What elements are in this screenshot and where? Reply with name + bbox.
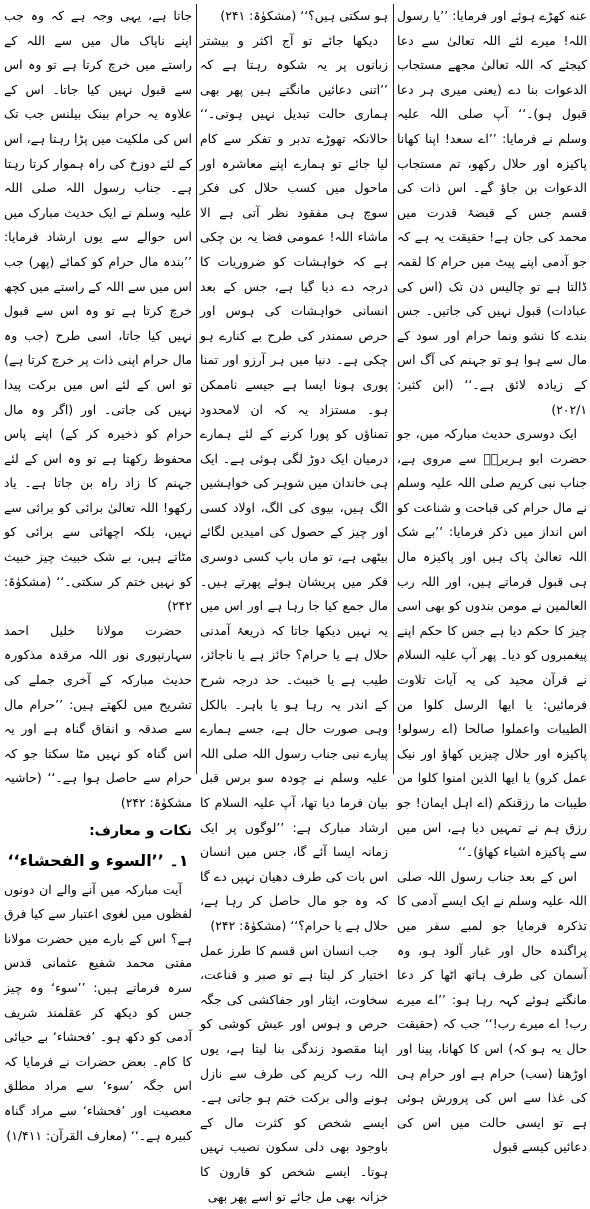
- paragraph: جب انسان اس قسم کا طرز عمل اختیار کر لیتا ہے تو صبر و قناعت، سخاوت، ایثار اور جفاکشی کی جگہ حرص و ہوس اور عیش کوشی کو اپنا مقصود زندگی بنا لیتا ہے، یوں اللہ رب کریم کی طرف سے نازل ہونے والی برکت ختم ہو جاتی ہے۔ ایسے شخص کو کثرت مال کے باوجود بھی دلی سکون نصیب نہیں ہوتا۔ ایسے شخص کو قارون کا خزانہ بھی مل جائے تو اسے پھر بھی: [200, 942, 388, 1204]
- paragraph: جاتا ہے، یہی وجہ ہے کہ وہ جب اپنے ناپاک مال میں سے اللہ کے راستے میں خرچ کرتا ہے تو وہ اس سے قبول نہیں کیا جاتا۔ اس کے علاوہ یہ حرام بینک بیلنس جب تک اس کی ملکیت میں پڑا رہتا ہے، اس کے لئے دوزخ کی راہ ہموار کرتا رہتا ہے۔ جناب رسول اللہ صلی اللہ علیہ وسلم نے ایک حدیث مبارک میں اس حوالے سے یوں ارشاد فرمایا: ’’بندہ مال حرام کو کمائے (پھر) جب اس میں سے اللہ کے راستے میں کچھ خرچ کرتا ہے تو وہ اس سے قبول نہیں کیا جاتا، اسی طرح (جب وہ مال حرام اپنی ذات پر خرچ کرتا ہے) تو اس کے لئے اس میں برکت پیدا نہیں کی جاتی۔ اور (اگر وہ مال حرام کو ذخیرہ کر کے) اپنے پاس محفوظ رکھتا ہے تو وہ اس کے لئے جہنم کا زاد راہ بن جاتا ہے۔ یاد رکھو! اللہ تعالیٰ برائی کو برائی سے نہیں، بلکہ اچھائی سے برائی کو مٹاتے ہیں، بے شک خبیث چیز خبیث کو نہیں ختم کر سکتی۔‘‘ (مشکوٰۃ: ۲۴۲): [4, 8, 192, 614]
- left-column: [4, 4, 192, 1143]
- right-column: [397, 4, 587, 1155]
- paragraph: دیکھا جائے تو آج اکثر و بیشتر زبانوں پر یہ شکوہ رہتا ہے کہ ’’اتنی دعائیں مانگتے ہیں پھر بھی ہماری حالت تبدیل نہیں ہوتی۔‘‘ حالانکہ تھوڑے تدبر و تفکر سے کام لیا جائے تو ہمارے اپنے معاشرہ اور ماحول میں کسب حلال کی فکر سوچ ہی مفقود نظر آتی ہے الا ماشاء اللہ! عمومی فضا یہ بن چکی ہے کہ خواہشات کو ضروریات کا درجہ دے دیا گیا ہے، جس کے بعد انسانی خواہشات کی ہوس اور حرص سمندر کی طرح بے کنارے ہو چکی ہے۔ دنیا میں ہر آرزو اور تمنا پوری ہونا ایسا ہے جیسے ناممکن ہو۔ مستزاد یہ کہ ان لامحدود تمناؤں کو پورا کرنے کے لئے ہمارے درمیان ایک دوڑ لگی ہوئی ہے۔ ایک ہی خاندان میں شوہر کی خواہشیں الگ ہیں، بیوی کی الگ، اولاد کسی اور چیز کے حصول کی امیدیں لگائے بیٹھی ہے، تو ماں باپ کسی دوسری فکر میں پریشان ہوئے پھرتے ہیں۔ مال جمع کیا جا رہا ہے اور اس میں یہ نہیں دیکھا جاتا کہ ذریعۂ آمدنی حلال ہے یا حرام؟ جائز ہے یا ناجائز، طیب ہے یا خبیث۔ حد درجہ شرح کے اندر یہ رہا ہو یا باہر۔ بالکل وہی صورت حال ہے، جسے ہمارے پیارے نبی جناب رسول اللہ صلی اللہ علیہ وسلم نے چودہ سو برس قبل بیان فرما دیا تھا، آپ علیہ السلام کا ارشاد مبارک ہے: ’’لوگوں پر ایک زمانہ ایسا آئے گا، جس میں انسان اس بات کی طرف دھیان نہیں دے گا کہ وہ جو مال حاصل کر رہا ہے، حلال ہے یا حرام؟‘‘ (مشکوٰۃ: ۲۴۲): [200, 32, 388, 933]
- column-divider: [393, 4, 394, 774]
- paragraph: عنه کھڑے ہوئے اور فرمایا: ’’یا رسول اللہ! میرے لئے اللہ تعالیٰ سے دعا کیجئے کہ اللہ تعالیٰ مجھے مستجاب الدعوات بنا دے (یعنی میری ہر دعا قبول ہو)۔‘‘ آپ صلی اللہ علیہ وسلم نے فرمایا: ’’اے سعد! اپنا کھانا پاکیزہ اور حلال رکھو، تم مستجاب الدعوات بن جاؤ گے۔ اس ذات کی قسم جس کے قبضۂ قدرت میں محمد کی جان ہے! حقیقت یہ ہے کہ جو آدمی اپنے پیٹ میں حرام کا لقمہ ڈالتا ہے تو چالیس دن تک (اس کی عبادات) قبول نہیں کی جاتیں۔ جس بندے کا نشو ونما حرام اور سود کے مال سے ہوا ہو تو جہنم کی آگ اس کے زیادہ لائق ہے۔‘‘ (ابن کثیر: ۲۰۲/۱): [397, 8, 587, 417]
- paragraph: ایک دوسری حدیث مبارکہ میں، جو حضرت ابو ہریرہؓ سے مروی ہے، جناب نبی کریم صلی اللہ علیہ وسلم نے مال حرام کی قباحت و شناعت کو اس انداز میں ذکر فرمایا: ’’بے شک اللہ تعالیٰ پاک ہیں اور پاکیزہ مال ہی قبول فرماتے ہیں، اور اللہ رب العالمین نے مومن بندوں کو بھی اسی چیز کا حکم دیا ہے جس کا حکم اپنے پیغمبروں کو دیا۔ پھر آپ علیہ السلام نے قرآن مجید کی یہ آیات تلاوت فرمائیں: یا ایھا الرسل کلوا من الطیبات واعملوا صالحا (اے رسولو! پاکیزہ اور حلال چیزیں کھاؤ اور نیک عمل کرو) یا ایھا الذین امنوا کلوا من طیبات ما رزقنکم (اے اہل ایمان! جو رزق ہم نے تمہیں دیا ہے، اس میں سے پاکیزہ اشیاء کھاؤ)۔‘‘: [397, 426, 587, 860]
- column-divider: [196, 4, 197, 774]
- subheading: ۱۔ ’’السوء و الفحشاء‘‘: [7, 850, 189, 870]
- paragraph: اس کے بعد جناب رسول اللہ صلی اللہ علیہ وسلم نے ایک ایسے آدمی کا تذکرہ فرمایا جو لمبے سفر میں پراگندہ حال اور غبار آلود ہو، وہ آسمان کی طرف ہاتھ اٹھا کر دعا مانگتے ہوئے کہہ رہا ہو: ’’اے میرے رب! اے میرے رب!‘‘ جب کہ (حقیقت حال یہ ہو کہ) اس کا کھانا، پینا اور اوڑھنا (سب) حرام ہے اور حرام ہی کی غذا سے اس کی پرورش ہوئی ہے تو ایسی حالت میں اس کی دعائیں کیسے قبول: [397, 868, 587, 1155]
- middle-column: [200, 4, 388, 1204]
- section-heading: نکات و معارف:: [89, 822, 192, 839]
- paragraph: حضرت مولانا خلیل احمد سہارنپوری نور اللہ مرقدہ مذکورہ حدیث مبارکہ کے آخری جملے کی تشریح میں لکھتے ہیں: ’’حرام مال سے صدقہ و انفاق گناہ ہے اور یہ اس گناہ کو نہیں مٹا سکتا جو کہ حرام سے حاصل ہوا ہے۔‘‘ (حاشیہ مشکوٰۃ: ۲۴۲): [4, 622, 192, 810]
- paragraph: آیت مبارکہ میں آنے والے ان دونوں لفظوں میں لغوی اعتبار سے کیا فرق ہے؟ اس کے بارے میں حضرت مولانا مفتی محمد شفیع عثمانی قدس سرہ فرماتے ہیں: ’’سوء‘ وہ چیز جس کو دیکھ کر عقلمند شریف آدمی کو دکھ ہو۔ ’فحشاء‘ بے حیائی کا کام۔ بعض حضرات نے فرمایا کہ اس جگہ ’سوء‘ سے مراد مطلق معصیت اور ’فحشاء‘ سے مراد گناہ کبیرہ ہے۔‘‘ (معارف القرآن: ۱/۴۱۱): [4, 881, 192, 1143]
- paragraph: ہو سکتی ہیں؟‘‘ (مشکوٰۃ: ۲۴۱): [220, 8, 388, 23]
